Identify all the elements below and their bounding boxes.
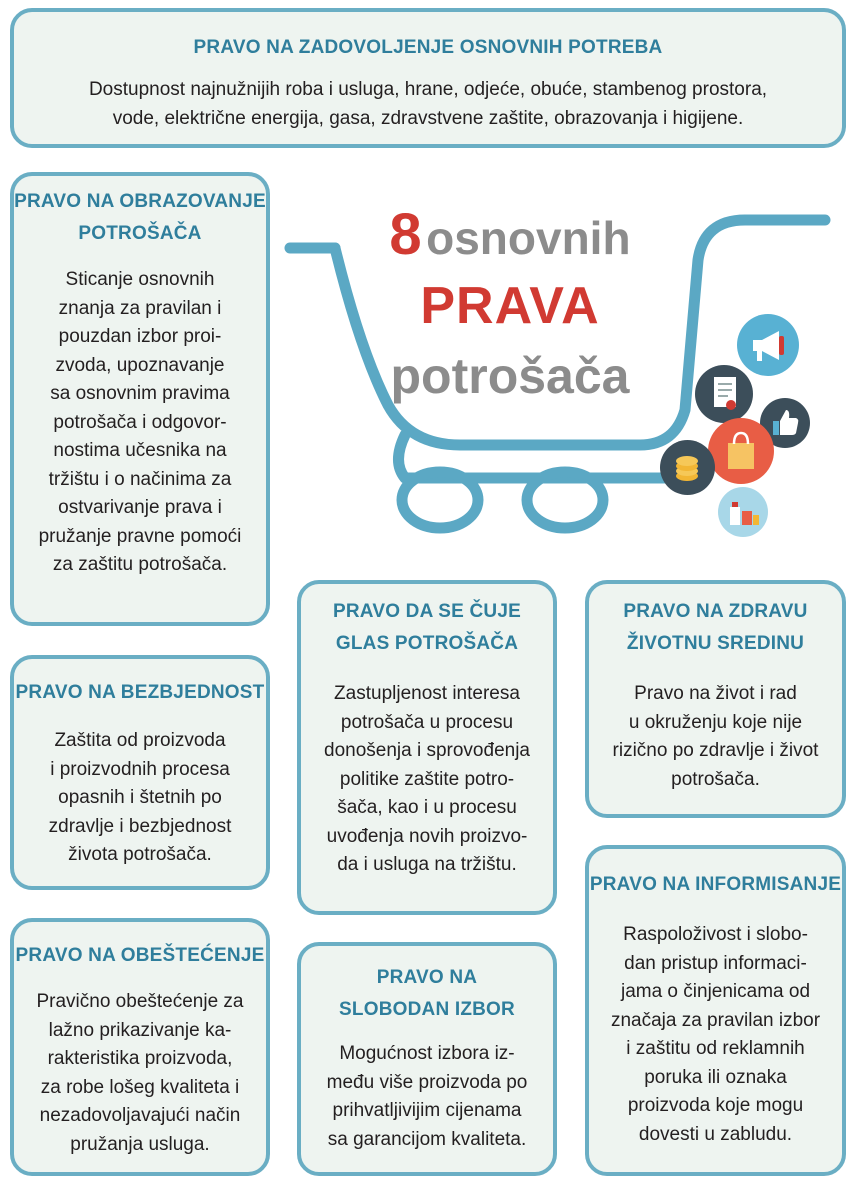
shopping-bag-icon	[708, 418, 774, 484]
card-text-line: Raspoloživost i slobo-	[623, 924, 808, 945]
card-heading: GLAS POTROŠAČA	[335, 633, 519, 654]
card-text-line: Zastupljenost interesa	[334, 683, 520, 704]
card-heading: PRAVO DA SE ČUJE	[333, 601, 521, 622]
card-text-line: nostima učesnika na	[53, 440, 227, 461]
card-consumer-voice	[297, 580, 557, 915]
card-text-line: dan pristup informaci-	[624, 952, 807, 974]
card-text-line: opasnih i štetnih po	[58, 787, 222, 808]
infographic-title	[360, 198, 660, 412]
card-text-line: uvođenja novih proizvo-	[326, 825, 528, 847]
card-text-line: rizično po zdravlje i život	[612, 740, 819, 761]
card-text-line: Mogućnost izbora iz-	[339, 1043, 515, 1064]
card-text-line: rakteristika proizvoda,	[47, 1048, 233, 1069]
card-text-line: šača, kao i u procesu	[337, 797, 517, 818]
card-compensation	[10, 918, 270, 1176]
card-text-line: Zaštita od proizvoda	[54, 730, 226, 751]
card-text-line: potrošača u procesu	[340, 711, 514, 733]
card-text-line: potrošača.	[671, 768, 760, 790]
card-text-line: donošenja i sprovođenja	[324, 740, 530, 761]
card-text-line: za zaštitu potrošača.	[52, 554, 228, 575]
card-text-line: potrošača i odgovor-	[53, 411, 227, 433]
card-heading: ŽIVOTNU SREDINU	[626, 633, 805, 654]
card-free-choice	[297, 942, 557, 1176]
card-text-line: nezadovoljavajući način	[39, 1105, 241, 1126]
products-icon	[718, 487, 768, 537]
title-word-prava: PRAVA	[420, 277, 600, 335]
card-text-line: dovesti u zabludu.	[638, 1123, 793, 1145]
card-text-line: među više proizvoda po	[326, 1071, 528, 1093]
card-text-line: pouzdan izbor proi-	[58, 326, 222, 347]
card-heading: PRAVO NA INFORMISANJE	[589, 874, 842, 895]
card-heading: POTROŠAČA	[78, 223, 202, 244]
document-icon	[695, 365, 753, 423]
card-text-line: Pravo na život i rad	[634, 683, 797, 704]
card-heading: PRAVO NA BEZBJEDNOST	[15, 682, 265, 703]
card-heading: PRAVO NA	[376, 967, 478, 988]
card-text-line: i zaštitu od reklamnih	[626, 1038, 805, 1059]
card-text-line: pružanje pravne pomoći	[38, 525, 242, 547]
card-text-line: ostvarivanje prava i	[58, 497, 222, 518]
card-heading: PRAVO NA OBEŠTEĆENJE	[15, 945, 265, 966]
card-text-line: zvoda, upoznavanje	[55, 354, 225, 376]
card-heading: PRAVO NA ZADOVOLJENJE OSNOVNIH POTREBA	[193, 37, 663, 58]
card-text-line: jama o činjenicama od	[620, 981, 811, 1002]
card-text-line: poruka ili oznaka	[644, 1066, 787, 1088]
card-text-line: za robe lošeg kvaliteta i	[40, 1076, 240, 1098]
card-text-line: i proizvodnih procesa	[50, 758, 230, 780]
card-education	[10, 172, 270, 626]
card-heading: SLOBODAN IZBOR	[339, 999, 515, 1020]
card-text-line: u okruženju koje nije	[628, 711, 803, 733]
card-text-line: tržištu i o načinima za	[48, 468, 232, 490]
card-text-line: lažno prikazivanje ka-	[48, 1019, 232, 1041]
card-text-line: života potrošača.	[68, 844, 212, 865]
card-text-line: Sticanje osnovnih	[65, 269, 215, 290]
title-word-potrosaca: potrošača	[390, 348, 630, 404]
card-heading: PRAVO NA OBRAZOVANJE	[14, 191, 266, 212]
card-text-line: značaja za pravilan izbor	[610, 1009, 821, 1031]
coins-icon	[660, 440, 715, 495]
title-word-osnovnih: osnovnih	[426, 212, 631, 264]
card-heading: PRAVO NA ZDRAVU	[623, 601, 808, 622]
title-number: 8	[389, 202, 422, 267]
card-text-line: da i usluga na tržištu.	[337, 854, 517, 875]
card-text-line: prihvatljivijim cijenama	[332, 1100, 522, 1121]
card-text-line: zdravlje i bezbjednost	[48, 815, 232, 837]
card-information	[585, 845, 846, 1176]
card-text-line: Pravično obeštećenje za	[36, 991, 244, 1012]
card-text-line: politike zaštite potro-	[339, 768, 515, 790]
card-healthy-environment	[585, 580, 846, 818]
card-text-line: vode, električne energija, gasa, zdravstvene zaštite, obrazovanja i higijene.	[112, 107, 744, 129]
card-safety	[10, 655, 270, 890]
card-text-line: pružanja usluga.	[70, 1133, 210, 1155]
card-text-line: znanja za pravilan i	[58, 297, 222, 319]
card-text-line: sa garancijom kvaliteta.	[327, 1128, 527, 1150]
card-text-line: sa osnovnim pravima	[50, 383, 230, 404]
card-basic-needs	[10, 8, 846, 148]
card-text-line: proizvoda koje mogu	[627, 1095, 804, 1116]
card-text-line: Dostupnost najnužnijih roba i usluga, hrane, odjeće, obuće, stambenog prostora,	[88, 79, 768, 100]
